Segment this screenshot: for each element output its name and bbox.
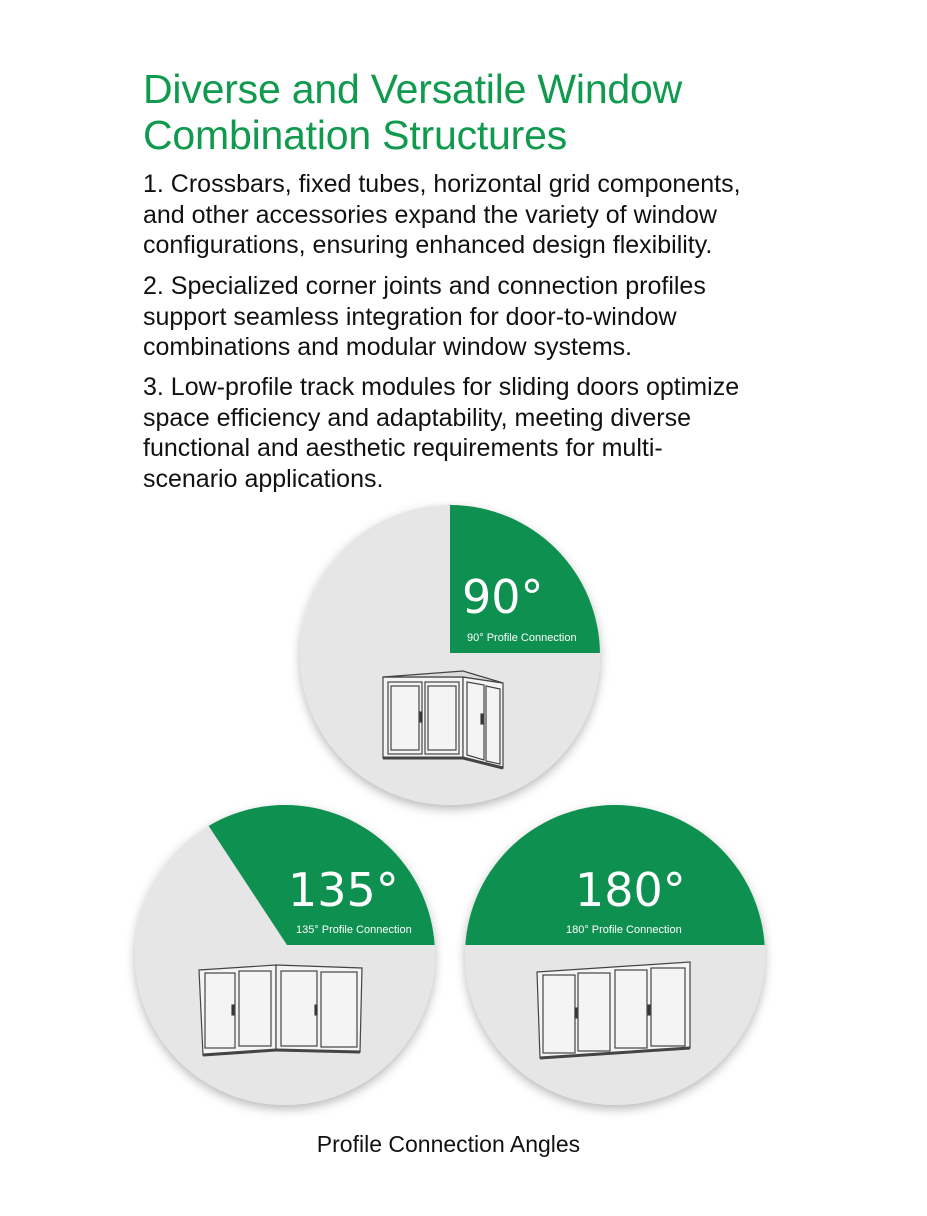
angle-90-number: 90° bbox=[462, 570, 544, 624]
angled-window-illustration bbox=[199, 965, 362, 1055]
paragraph-line: and other accessories expand the variety of window bbox=[143, 200, 717, 229]
straight-window-illustration bbox=[537, 962, 690, 1058]
paragraph-line: support seamless integration for door-to-window bbox=[143, 302, 677, 331]
paragraph-line: 2. Specialized corner joints and connection profiles bbox=[143, 272, 706, 300]
angle-180-number: 180° bbox=[575, 863, 686, 917]
angle-135-number: 135° bbox=[288, 863, 399, 917]
title-line-2: Combination Structures bbox=[143, 112, 568, 158]
angle-180-label: 180° Profile Connection bbox=[566, 924, 682, 936]
paragraph-line: combinations and modular window systems. bbox=[143, 333, 633, 361]
corner-window-illustration bbox=[383, 671, 503, 768]
angle-135-badge bbox=[135, 790, 460, 1105]
paragraph-line: 1. Crossbars, fixed tubes, horizontal grid components, bbox=[143, 170, 741, 198]
paragraph-line: scenario applications. bbox=[143, 464, 384, 493]
angle-90-badge bbox=[300, 500, 610, 805]
angle-180-badge bbox=[460, 800, 770, 1105]
paragraph-line: functional and aesthetic requirements for multi- bbox=[143, 434, 663, 462]
paragraph-line: configurations, ensuring enhanced design flexibility. bbox=[143, 231, 713, 259]
angle-135-label: 135° Profile Connection bbox=[296, 924, 412, 936]
paragraph-line: space efficiency and adaptability, meeting diverse bbox=[143, 403, 692, 432]
title-line-1: Diverse and Versatile Window bbox=[143, 66, 683, 112]
angle-90-label: 90° Profile Connection bbox=[467, 632, 577, 644]
paragraph-line: 3. Low-profile track modules for sliding doors optimize bbox=[143, 373, 740, 401]
figure-caption: Profile Connection Angles bbox=[316, 1131, 581, 1157]
